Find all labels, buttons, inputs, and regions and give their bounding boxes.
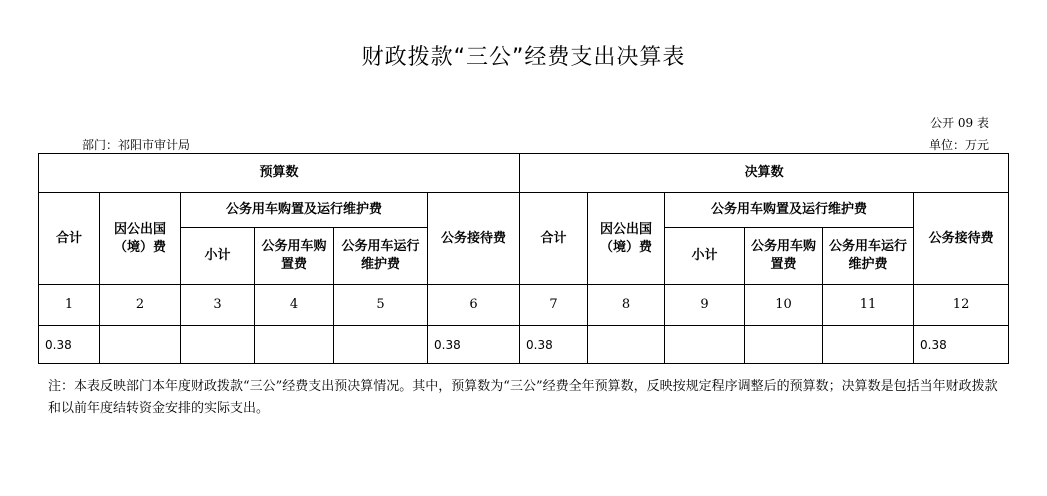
budget-header: 预算数 [39,154,520,193]
final-total-header: 合计 [520,193,588,285]
value-cell [334,326,428,364]
column-number: 5 [334,285,428,326]
footnote: 注：本表反映部门本年度财政拨款“三公”经费支出预决算情况。其中，预算数为“三公”经费全年预算数，反映按规定程序调整后的预算数；决算数是包括当年财政拨款和以前年度结转资金安排的实际支出。 [48,379,998,416]
column-number: 9 [665,285,745,326]
column-number: 4 [255,285,334,326]
budget-vehicle-group-header: 公务用车购置及运行维护费 [181,193,428,228]
value-cell [100,326,181,364]
column-number: 7 [520,285,588,326]
value-cell [588,326,665,364]
page-title: 财政拨款“三公”经费支出决算表 [361,45,686,70]
unit-label: 单位：万元 [928,138,989,152]
final-vehicle-group-header: 公务用车购置及运行维护费 [665,193,914,228]
final-vehicle-purchase-header: 公务用车购置费 [745,228,823,285]
column-number: 6 [428,285,520,326]
value-cell [255,326,334,364]
budget-reception-header: 公务接待费 [428,193,520,285]
final-subtotal-header: 小计 [665,228,745,285]
value-cell: 0.38 [39,326,100,364]
column-number: 1 [39,285,100,326]
budget-subtotal-header: 小计 [181,228,255,285]
value-cell: 0.38 [914,326,1009,364]
value-cell [181,326,255,364]
expense-table [38,153,1009,364]
column-number: 11 [823,285,914,326]
department-label: 部门：祁阳市审计局 [82,138,191,152]
column-number: 2 [100,285,181,326]
final-header: 决算数 [520,154,1009,193]
budget-total-header: 合计 [39,193,100,285]
column-number: 3 [181,285,255,326]
value-cell [745,326,823,364]
final-vehicle-maint-header: 公务用车运行维护费 [823,228,914,285]
value-cell [823,326,914,364]
final-reception-header: 公务接待费 [914,193,1009,285]
form-number: 公开 09 表 [930,116,989,130]
final-abroad-header: 因公出国（境）费 [588,193,665,285]
value-cell: 0.38 [428,326,520,364]
column-number: 10 [745,285,823,326]
budget-vehicle-maint-header: 公务用车运行维护费 [334,228,428,285]
value-cell [665,326,745,364]
column-number: 8 [588,285,665,326]
budget-abroad-header: 因公出国（境）费 [100,193,181,285]
budget-vehicle-purchase-header: 公务用车购置费 [255,228,334,285]
column-number: 12 [914,285,1009,326]
value-cell: 0.38 [520,326,588,364]
